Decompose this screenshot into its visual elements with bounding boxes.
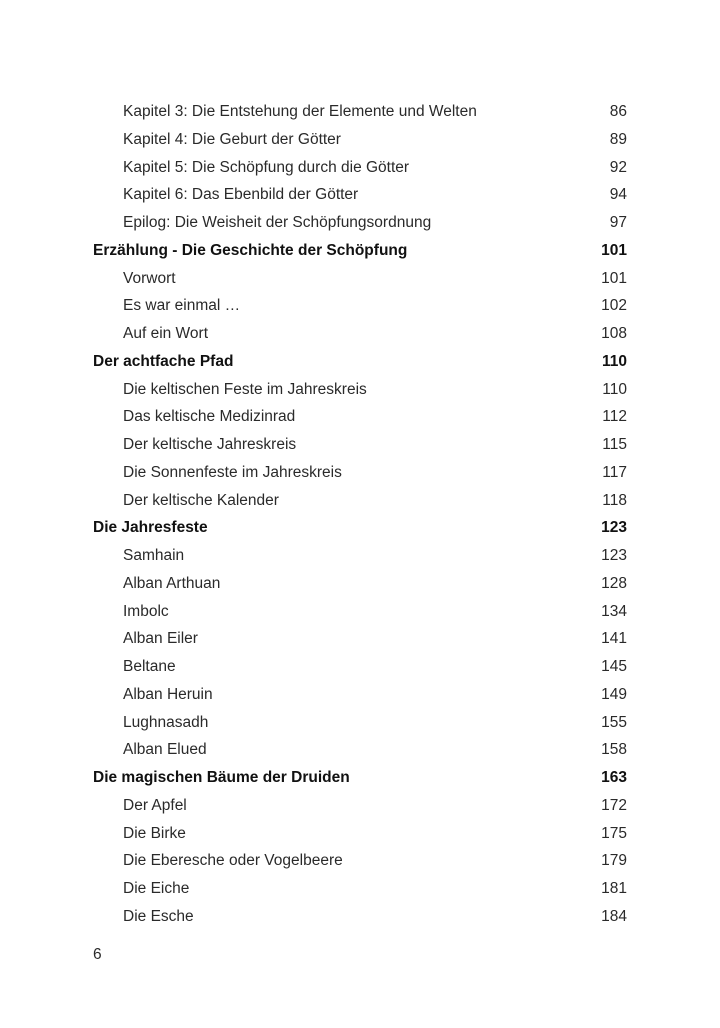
toc-entry-page: 118 — [602, 491, 627, 509]
table-of-contents — [93, 98, 627, 931]
toc-entry-page: 163 — [601, 769, 627, 786]
toc-entry-title: Die Sonnenfeste im Jahreskreis — [123, 463, 342, 481]
toc-entry-page: 115 — [602, 436, 627, 453]
toc-entry[interactable] — [93, 154, 627, 182]
toc-entry-page: 145 — [601, 658, 627, 675]
toc-entry-page: 110 — [601, 352, 627, 370]
toc-entry[interactable] — [93, 598, 627, 626]
toc-entry-title: Der keltische Kalender — [123, 491, 279, 509]
toc-entry-title: Es war einmal … — [123, 297, 241, 315]
toc-entry[interactable] — [93, 736, 627, 764]
page-number: 6 — [93, 946, 102, 963]
toc-entry[interactable] — [93, 542, 627, 570]
toc-entry[interactable] — [93, 376, 627, 404]
toc-entry[interactable] — [93, 403, 627, 431]
toc-entry-title: Kapitel 5: Die Schöpfung durch die Götter — [123, 158, 410, 176]
toc-entry-page: 172 — [601, 796, 627, 814]
toc-entry-title: Lughnasadh — [123, 713, 209, 731]
toc-entry-page: 134 — [601, 602, 627, 620]
toc-chapter-entry[interactable] — [93, 348, 627, 376]
toc-entry-title: Die keltischen Feste im Jahreskreis — [123, 380, 367, 398]
toc-entry-page: 108 — [601, 325, 627, 342]
toc-entry[interactable] — [93, 209, 627, 237]
toc-entry-page: 184 — [601, 907, 627, 925]
toc-chapter-entry[interactable] — [93, 764, 627, 792]
toc-entry-page: 117 — [602, 463, 627, 481]
toc-entry-page: 92 — [609, 158, 627, 176]
toc-entry-page: 86 — [609, 103, 627, 120]
toc-entry[interactable] — [93, 653, 627, 681]
toc-entry-page: 101 — [601, 241, 627, 259]
toc-entry[interactable] — [93, 431, 627, 459]
toc-entry[interactable] — [93, 847, 627, 875]
toc-chapter-entry[interactable] — [93, 237, 627, 265]
toc-entry-title: Der keltische Jahreskreis — [123, 436, 297, 453]
toc-entry-title: Kapitel 3: Die Entstehung der Elemente und Welten — [123, 103, 477, 120]
toc-chapter-entry[interactable] — [93, 514, 627, 542]
toc-entry-title: Alban Arthuan — [123, 574, 221, 592]
toc-entry-page: 149 — [601, 685, 627, 703]
toc-entry-title: Auf ein Wort — [123, 325, 209, 342]
toc-entry-page: 123 — [601, 519, 627, 537]
toc-entry-title: Die Eberesche oder Vogelbeere — [123, 852, 343, 870]
toc-entry-page: 110 — [602, 380, 627, 398]
toc-entry-page: 112 — [602, 408, 627, 426]
toc-entry-page: 101 — [601, 269, 627, 287]
toc-entry-title: Vorwort — [123, 269, 176, 287]
toc-entry-page: 141 — [601, 630, 627, 648]
toc-entry-title: Der Apfel — [123, 796, 187, 814]
toc-entry-page: 128 — [601, 574, 627, 592]
toc-entry-page: 179 — [601, 852, 627, 870]
toc-entry-page: 155 — [601, 713, 627, 731]
toc-entry-page: 94 — [609, 186, 627, 204]
toc-entry-title: Samhain — [123, 547, 185, 564]
toc-entry[interactable] — [93, 681, 627, 709]
toc-entry-title: Die magischen Bäume der Druiden — [93, 769, 350, 786]
toc-entry-title: Alban Elued — [123, 741, 207, 759]
toc-entry-page: 175 — [601, 824, 627, 842]
toc-entry-page: 123 — [601, 547, 627, 564]
toc-entry[interactable] — [93, 903, 627, 931]
toc-entry-title: Die Esche — [123, 907, 194, 925]
toc-entry[interactable] — [93, 320, 627, 348]
toc-entry[interactable] — [93, 820, 627, 848]
toc-entry[interactable] — [93, 875, 627, 903]
toc-entry-title: Alban Heruin — [123, 685, 213, 703]
toc-entry-title: Der achtfache Pfad — [93, 352, 234, 370]
toc-entry-title: Epilog: Die Weisheit der Schöpfungsordnung — [123, 214, 432, 231]
toc-entry-title: Die Birke — [123, 824, 186, 842]
toc-entry-page: 97 — [609, 214, 627, 231]
toc-entry[interactable] — [93, 487, 627, 515]
toc-entry[interactable] — [93, 570, 627, 598]
toc-entry-title: Imbolc — [123, 602, 169, 620]
toc-entry-page: 158 — [601, 741, 627, 759]
toc-entry-title: Beltane — [123, 658, 176, 675]
toc-entry-title: Die Eiche — [123, 880, 190, 897]
toc-entry[interactable] — [93, 181, 627, 209]
toc-entry-title: Kapitel 4: Die Geburt der Götter — [123, 130, 341, 148]
toc-entry[interactable] — [93, 292, 627, 320]
toc-entry[interactable] — [93, 98, 627, 126]
toc-entry-title: Erzählung - Die Geschichte der Schöpfung — [93, 241, 408, 259]
toc-entry-title: Kapitel 6: Das Ebenbild der Götter — [123, 186, 359, 204]
toc-entry-page: 102 — [601, 297, 627, 315]
toc-entry-title: Alban Eiler — [123, 630, 198, 648]
toc-entry[interactable] — [93, 792, 627, 820]
toc-entry-title: Das keltische Medizinrad — [123, 408, 296, 426]
toc-entry[interactable] — [93, 709, 627, 737]
toc-entry[interactable] — [93, 126, 627, 154]
toc-entry-page: 89 — [609, 130, 627, 148]
toc-entry[interactable] — [93, 459, 627, 487]
toc-entry[interactable] — [93, 265, 627, 293]
toc-entry-page: 181 — [601, 880, 627, 897]
toc-entry[interactable] — [93, 625, 627, 653]
toc-entry-title: Die Jahresfeste — [93, 519, 208, 537]
